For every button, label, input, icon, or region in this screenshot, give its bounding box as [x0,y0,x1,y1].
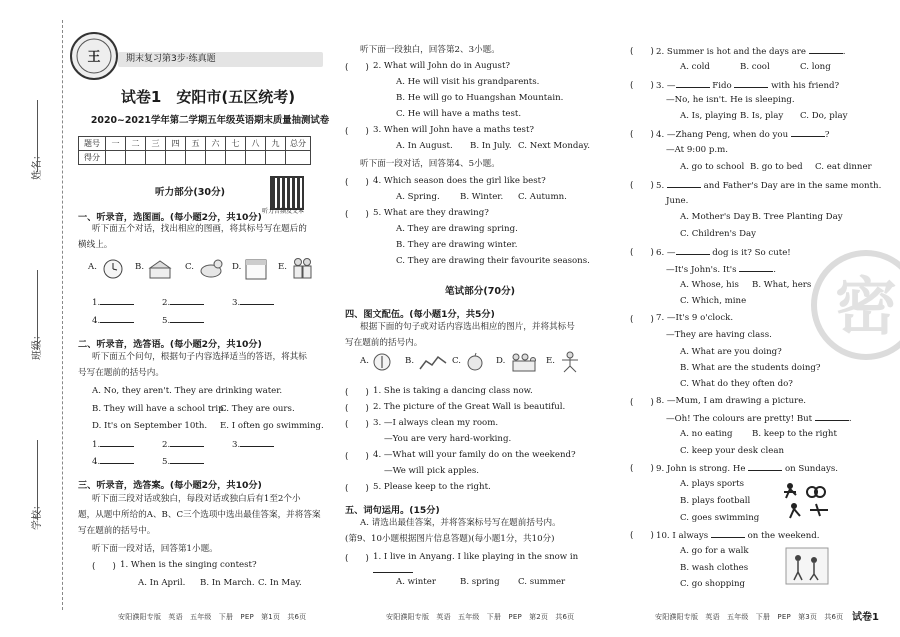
s5-q3-option-b: B. Is, play [740,111,784,121]
section4-instruction: 根据下面的句子或对话内容选出相应的图片，并将其标号 [360,322,575,332]
score-input-cell[interactable] [246,151,266,165]
s5-q6-option-a: A. Whose, his [680,280,739,290]
q5-option-a: A. They are drawing spring. [396,224,518,234]
student-name-label: 姓名： [32,150,43,180]
score-cell: 三 [146,137,166,151]
answer-bracket[interactable]: ( ) [630,81,654,91]
s1-blank-3[interactable] [232,296,274,309]
section1-instruction: 听下面五个对话，找出相应的图画，将其标号写在题后的 [92,224,307,234]
answer-bracket[interactable]: ( ) [630,248,654,258]
s5-q6-reply-text: —It's John's. It's [666,265,737,275]
answer-bracket[interactable]: ( ) [345,420,369,430]
section3-instruction: 听下面三段对话或独白，每段对话或独白后有1至2个小 [92,494,301,504]
footer-page3: 安阳濮阳专版 英语 五年级 下册 PEP 第3页 共6页 [655,613,844,621]
score-cell: 得分 [79,151,106,165]
q1-option-c: C. In May. [258,578,302,588]
pic-option-c-label: C. [452,356,462,366]
pet-icon [198,256,224,280]
farm-icon [148,258,172,280]
s5-q5-text: 5. [656,181,665,191]
s2-blank-2[interactable] [162,438,204,451]
s5-q7-reply: —They are having class. [666,330,772,340]
score-table [78,136,311,165]
q4-option-b: B. Winter. [460,192,504,202]
s5-q6-option-c: C. Which, mine [680,296,747,306]
s5-q3-text-3: with his friend? [771,81,840,91]
exam-title: 试卷1 安阳市(五区统考) [120,88,296,106]
s5-q6-text-2: dog is it? So cute! [712,248,791,258]
s2-blank-5[interactable] [162,455,204,468]
s5-q4: 4. —Zhang Peng, when do you ? [656,130,830,140]
sports-icon [780,478,832,520]
pic-option-d-label: D. [496,356,506,366]
listening-q1: 1. When is the singing contest? [120,560,257,570]
q2-option-c: C. He will have a maths test. [396,109,522,119]
score-cell: 八 [246,137,266,151]
s2-blank-5-num: 5. [162,457,171,467]
answer-bracket[interactable]: ( ) [345,484,369,494]
section4-title: 四、图文配伍。(每小题1分，共5分) [345,309,495,320]
s5-q8-reply: —Oh! The colours are pretty! But . [666,414,852,424]
answer-bracket[interactable]: ( ) [345,388,369,398]
q1-option-a: A. In April. [138,578,186,588]
answer-bracket[interactable]: ( ) [630,315,654,325]
s2-blank-2-num: 2. [162,440,171,450]
s4-q4-reply: —We will pick apples. [384,466,479,476]
walking-icon [784,546,830,586]
s5-q3-text-2: Fido [712,81,732,91]
score-input-cell[interactable] [126,151,146,165]
answer-option-a: A. No, they aren't. They are drinking water. [92,386,283,396]
score-input-cell[interactable] [226,151,246,165]
s5-q9-option-b: B. plays football [680,496,751,506]
answer-bracket[interactable]: ( ) [345,63,369,73]
class-line [37,270,38,350]
s5-q9-text-2: on Sundays. [784,464,838,474]
q3-option-c: C. Next Monday. [518,141,590,151]
binding-line [62,20,63,610]
s5-q3-option-a: A. Is, playing [680,111,737,121]
section2-instruction-cont: 号写在题前的括号内。 [78,368,164,378]
s5-q6-option-b: B. What, hers [752,280,812,290]
s4-q3-reply: —You are very hard-working. [384,434,512,444]
score-input-cell[interactable] [286,151,311,165]
score-cell: 一 [106,137,126,151]
q1-option-b: B. In March. [200,578,255,588]
s1-blank-4[interactable] [92,314,134,327]
svg-text:密: 密 [834,270,898,343]
listening-q2: 2. What will John do in August? [373,61,511,71]
class-label: 班级： [32,330,43,360]
pic-option-a-label: A. [360,356,369,366]
listening-q3: 3. When will John have a maths test? [373,125,535,135]
s5-q4-option-c: C. eat dinner [815,162,872,172]
s2-blank-3-num: 3. [232,440,241,450]
answer-option-d: D. It's on September 10th. [92,421,208,431]
s1-blank-5-num: 5. [162,316,171,326]
section2-title: 二、听录音，选答语。(每小题2分，共10分) [78,339,262,350]
q3-option-b: B. In July. [470,141,512,151]
s5-q5 [656,179,881,192]
s5-q8-option-a: A. no eating [680,429,733,439]
s1-blank-2-num: 2. [162,298,171,308]
q5-option-c: C. They are drawing their favourite seasons. [396,256,590,266]
qr-code[interactable] [270,176,304,210]
q2-option-b: B. He will go to Huangshan Mountain. [396,93,564,103]
s5-q5-option-b: B. Tree Planting Day [752,212,843,222]
s1-blank-1-num: 1. [92,298,101,308]
q5-option-b: B. They are drawing winter. [396,240,518,250]
answer-bracket[interactable]: ( ) [345,452,369,462]
s5-q8: 8. —Mum, I am drawing a picture. [656,396,807,406]
score-input-cell[interactable] [166,151,186,165]
answer-bracket[interactable]: ( ) [630,398,654,408]
step-banner [118,52,323,67]
s5-q5-text-2: and Father's Day are in the same month. [703,181,882,191]
s5-q10 [656,529,819,542]
part45-instruction: 听下面一段对话，回答第4、5小题。 [360,159,500,169]
answer-bracket[interactable]: ( ) [345,178,369,188]
s4-q2: 2. The picture of the Great Wall is beautiful. [373,402,566,412]
section2-instruction: 听下面五个问句，根据句子内容选择适当的答语，将其标 [92,352,307,362]
brand-logo [70,32,118,80]
q2-option-a: A. He will visit his grandparents. [396,77,540,87]
answer-option-b: B. They will have a school trip. [92,404,227,414]
listening-heading: 听力部分(30分) [154,187,226,198]
s5-q9-option-a: A. plays sports [680,479,745,489]
exam-subtitle: 2020~2021学年第二学期五年级英语期末质量抽测试卷 [90,115,330,126]
s5-q9-text: 9. John is strong. He [656,464,746,474]
q4-option-a: A. Spring. [396,192,440,202]
section5-instruction-cont: (第9、10小题根据图片信息答题)(每小题1分，共10分) [345,534,555,544]
section5-instruction: A. 请选出最佳答案，并将答案标号写在题前括号内。 [360,518,561,528]
answer-bracket[interactable]: ( ) [630,464,654,474]
answer-bracket[interactable]: ( ) [345,210,369,220]
s5-q4-reply: —At 9:00 p.m. [666,145,728,155]
s5-q1-option-b: B. spring [460,577,500,587]
s5-q7-option-c: C. What do they often do? [680,379,793,389]
s5-q10-option-b: B. wash clothes [680,563,749,573]
answer-bracket[interactable]: ( ) [630,130,654,140]
section4-instruction-cont: 写在题前的括号内。 [345,338,423,348]
s1-blank-4-num: 4. [92,316,101,326]
apple-icon [464,351,486,373]
s2-blank-4-num: 4. [92,457,101,467]
answer-bracket[interactable]: ( ) [345,554,369,564]
s5-q2-text: 2. Summer is hot and the days are [656,47,806,57]
s5-q8-reply-text: —Oh! The colours are pretty! But [666,414,813,424]
q4-option-c: C. Autumn. [518,192,567,202]
writing-heading: 笔试部分(70分) [444,286,516,297]
s5-q7-option-b: B. What are the students doing? [680,363,821,373]
s2-blank-1[interactable] [92,438,134,451]
score-input-cell[interactable] [186,151,206,165]
part23-instruction: 听下面一段独白，回答第2、3小题。 [360,45,500,55]
score-table-score-row [79,151,311,165]
pic-option-b-label: B. [135,262,145,272]
clock-icon [102,258,124,280]
score-cell: 总分 [286,137,311,151]
s2-blank-1-num: 1. [92,440,101,450]
s5-q7-option-a: A. What are you doing? [680,347,782,357]
s5-q10-text-2: on the weekend. [747,531,820,541]
score-cell: 九 [266,137,286,151]
s5-q3-option-c: C. Do, play [800,111,848,121]
s5-q2-option-c: C. long [800,62,831,72]
pic-option-c-label: C. [185,262,195,272]
footer-page1: 安阳濮阳专版 英语 五年级 下册 PEP 第1页 共6页 [118,613,307,621]
s5-q2-option-a: A. cold [680,62,710,72]
pic-option-b-label: B. [405,356,415,366]
section1-instruction-cont: 横线上。 [78,240,113,250]
s5-q4-option-b: B. go to bed [750,162,803,172]
score-input-cell[interactable] [206,151,226,165]
s5-q4-option-a: A. go to school [680,162,745,172]
s1-blank-3-num: 3. [232,298,241,308]
s5-q10-option-c: C. go shopping [680,579,746,589]
s5-q1-blank[interactable] [373,572,413,573]
answer-bracket[interactable]: ( ) [630,531,654,541]
answer-bracket[interactable]: ( ) [345,127,369,137]
pic-option-a-label: A. [88,262,97,272]
s5-q6-text: 6. — [656,248,676,258]
s4-q5: 5. Please keep to the right. [373,482,491,492]
section3-title: 三、听录音，选答案。(每小题2分，共10分) [78,480,262,491]
score-cell: 二 [126,137,146,151]
section3-instruction-cont: 题，从题中所给的A、B、C三个选项中选出最佳答案，并将答案 [78,510,321,520]
s5-q2: 2. Summer is hot and the days are . [656,47,846,57]
part1-instruction: 听下面一段对话，回答第1小题。 [92,544,218,554]
svg-text:王: 王 [87,50,101,65]
s5-q9-option-c: C. goes swimming [680,513,760,523]
cleaning-icon [372,351,392,373]
q3-option-a: A. In August. [396,141,453,151]
step-banner-text: 期末复习第3步·练真题 [126,54,216,64]
s1-blank-1[interactable] [92,296,134,309]
school-line [37,440,38,520]
score-cell: 题号 [79,137,106,151]
s5-q4-text: 4. —Zhang Peng, when do you [656,130,789,140]
answer-bracket[interactable]: ( ) [92,562,116,572]
qr-caption: 听力音频及文本 [262,208,305,215]
s4-q3: 3. —I always clean my room. [373,418,499,428]
s5-q9 [656,462,838,475]
score-cell: 五 [186,137,206,151]
score-cell: 六 [206,137,226,151]
section3-instruction-end: 写在题前的括号中。 [78,526,156,536]
s5-q8-option-b: B. keep to the right [752,429,837,439]
score-input-cell[interactable] [266,151,286,165]
score-cell: 四 [166,137,186,151]
s2-blank-4[interactable] [92,455,134,468]
s5-q10-option-a: A. go for a walk [680,546,749,556]
s1-blank-5[interactable] [162,314,204,327]
score-cell: 七 [226,137,246,151]
calendar-icon [244,257,268,281]
answer-bracket[interactable]: ( ) [630,47,654,57]
score-input-cell[interactable] [106,151,126,165]
s5-q5-option-a: A. Mother's Day [680,212,751,222]
pic-option-d-label: D. [232,262,242,272]
s5-q5-option-c: C. Children's Day [680,229,756,239]
answer-option-e: E. I often go swimming. [220,421,324,431]
s5-q6 [656,246,791,259]
s5-q1-option-a: A. winter [396,577,436,587]
dancer-icon [558,350,582,374]
s5-q7: 7. —It's 9 o'clock. [656,313,734,323]
great-wall-icon [418,351,448,373]
s5-q3-text: 3. — [656,81,676,91]
s5-q10-text: 10. I always [656,531,709,541]
seal-stamp [808,240,900,370]
section5-title: 五、词句运用。(15分) [345,505,440,516]
s5-q2-option-b: B. cool [740,62,770,72]
family-icon [508,350,538,374]
listening-q4: 4. Which season does the girl like best? [373,176,546,186]
listening-q5: 5. What are they drawing? [373,208,489,218]
s4-q4: 4. —What will your family do on the weekend? [373,450,576,460]
s5-q6-reply: —It's John's. It's . [666,265,776,275]
score-input-cell[interactable] [146,151,166,165]
s5-q1-option-c: C. summer [518,577,566,587]
children-icon [290,256,314,282]
pic-option-e-label: E. [278,262,288,272]
s2-blank-3[interactable] [232,438,274,451]
answer-bracket[interactable]: ( ) [345,404,369,414]
page-tag: 试卷1 [852,612,879,623]
s1-blank-2[interactable] [162,296,204,309]
s5-q8-option-c: C. keep your desk clean [680,446,784,456]
section1-title: 一、听录音，选图画。(每小题2分，共10分) [78,212,262,223]
school-label: 学校： [32,500,43,530]
footer-page2: 安阳濮阳专版 英语 五年级 下册 PEP 第2页 共6页 [386,613,575,621]
student-name-line [37,100,38,172]
s5-q3 [656,79,839,92]
answer-option-c: C. They are ours. [220,404,295,414]
s5-q1: 1. I live in Anyang. I like playing in the snow in [373,552,579,562]
answer-bracket[interactable]: ( ) [630,181,654,191]
s5-q5-text-cont: June. [666,196,689,206]
pic-option-e-label: E. [546,356,556,366]
s4-q1: 1. She is taking a dancing class now. [373,386,533,396]
s5-q3-reply: —No, he isn't. He is sleeping. [666,95,795,105]
score-table-header-row [79,137,311,151]
